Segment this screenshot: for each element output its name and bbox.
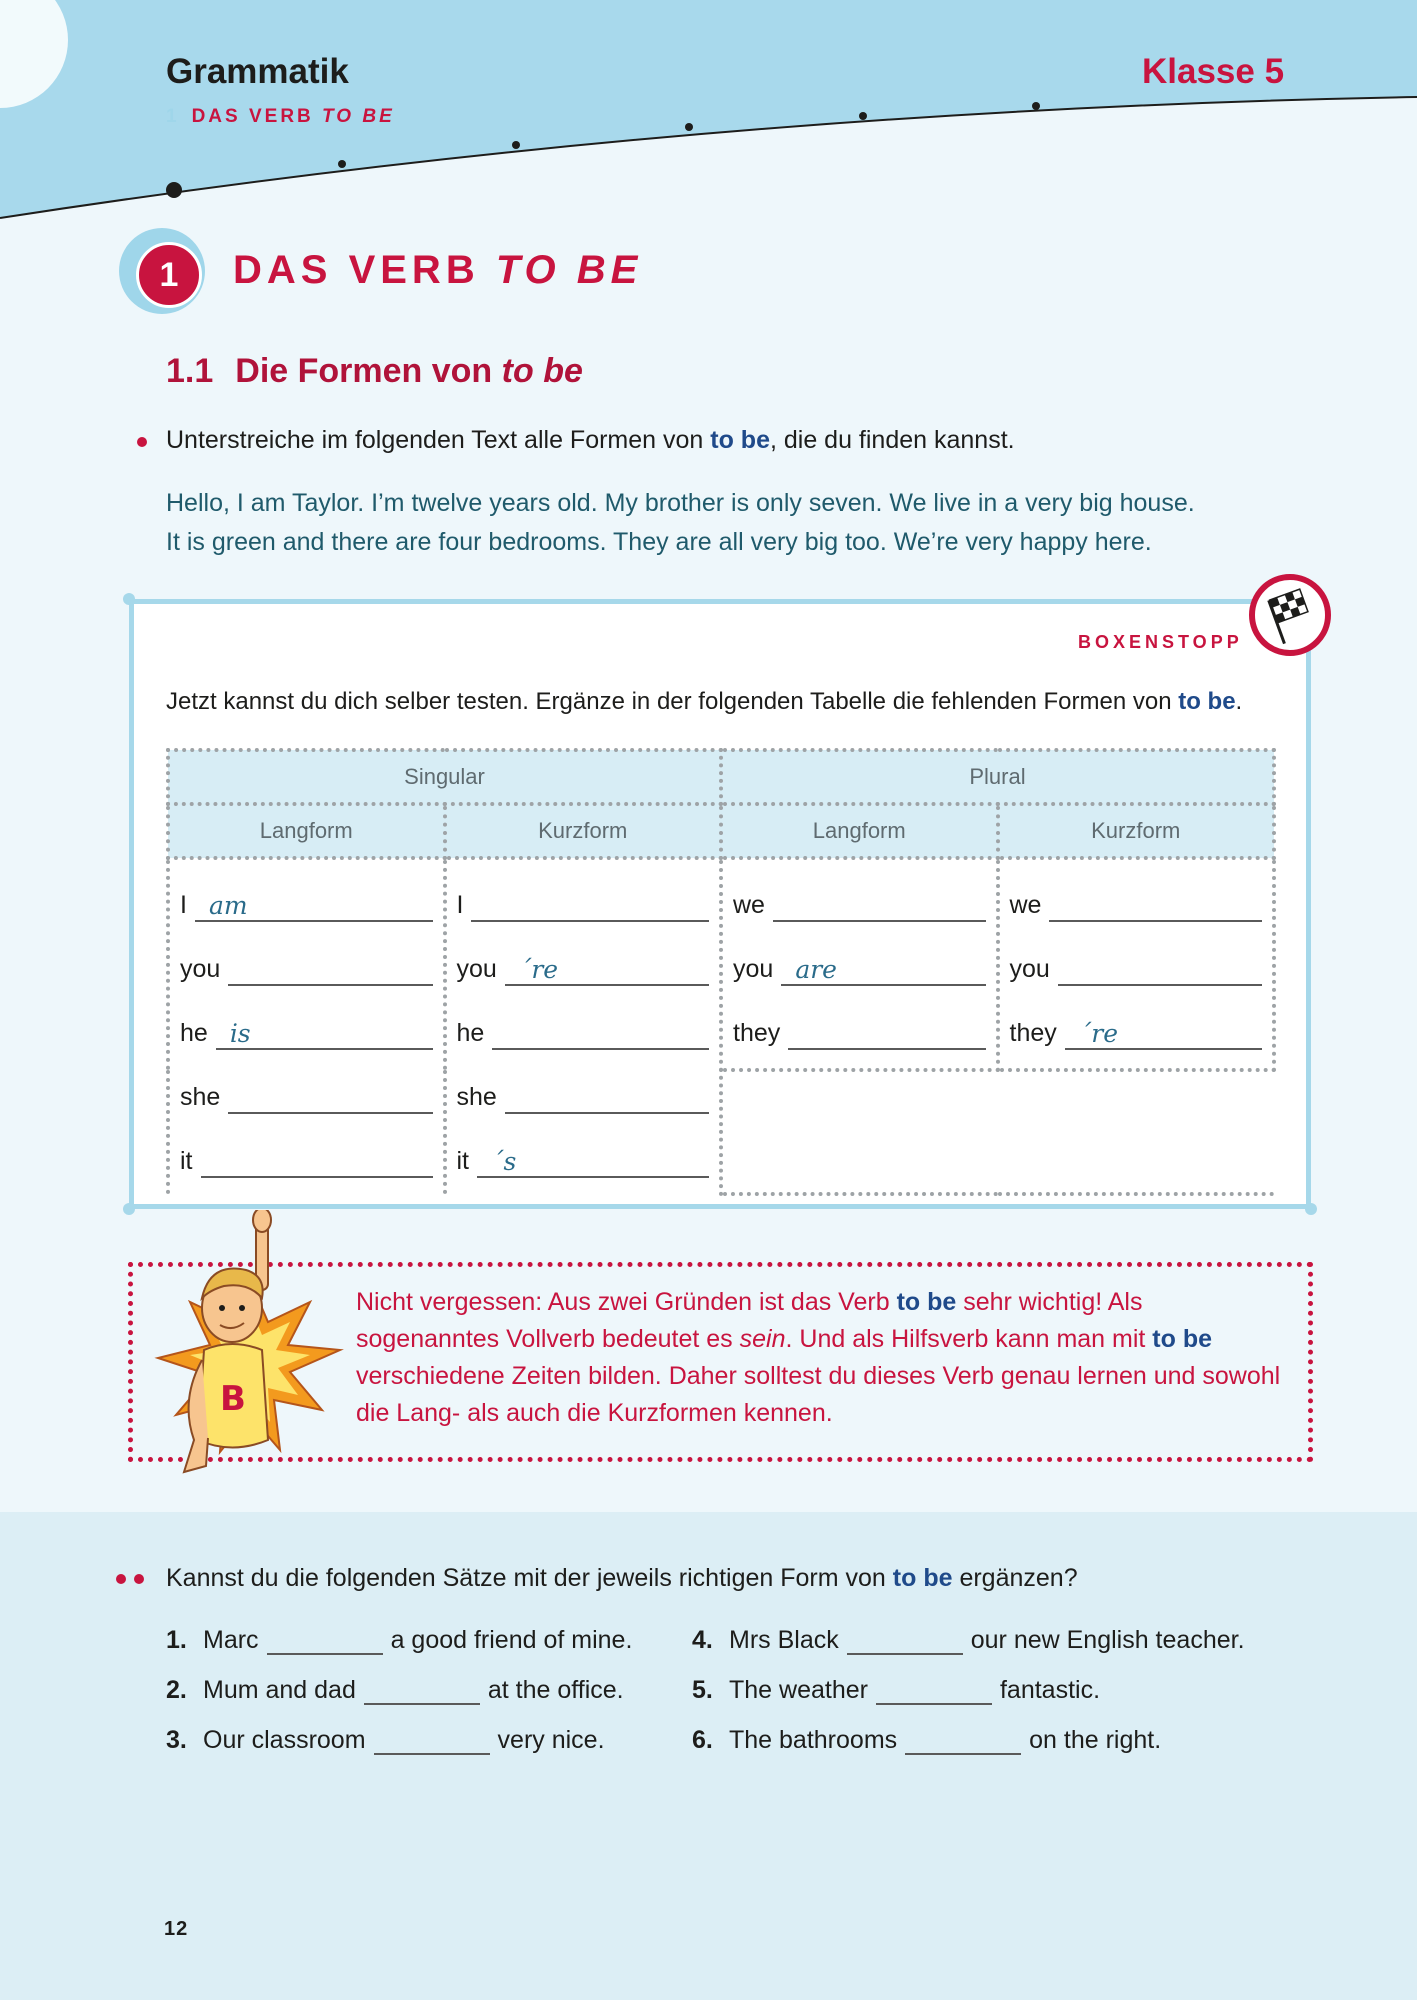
item-subject: Mrs Black <box>729 1626 839 1654</box>
answer-blank[interactable] <box>1065 1012 1262 1050</box>
header-plural: Plural <box>721 750 1274 804</box>
pronoun: you <box>733 955 774 983</box>
answer-blank[interactable] <box>201 1140 433 1178</box>
box-corner-dot <box>1305 1203 1317 1215</box>
chapter-number-badge: 1 <box>136 242 202 308</box>
box-corner-dot <box>123 1203 135 1215</box>
bullet-icon <box>116 1574 126 1584</box>
handwritten-answer: are <box>795 955 837 984</box>
task2-instruction: Kannst du die folgenden Sätze mit der jeweils richtigen Form von to be ergänzen? <box>166 1564 1078 1592</box>
table-row <box>180 1052 433 1116</box>
answer-blank[interactable] <box>847 1627 963 1655</box>
header-plural-long: Langform <box>721 804 998 858</box>
task1-instruction: Unterstreiche im folgenden Text alle Formen von to be, die du finden kannst. <box>166 426 1015 454</box>
answer-blank[interactable] <box>374 1727 490 1755</box>
item-number: 5. <box>692 1676 713 1704</box>
answer-blank[interactable] <box>1058 948 1262 986</box>
grade-label: Klasse 5 <box>1142 52 1285 91</box>
header-singular-short: Kurzform <box>445 804 722 858</box>
running-chapter-title: 1 DAS VERB TO BE <box>166 106 395 127</box>
pronoun: we <box>733 891 765 919</box>
handwritten-answer: ´s <box>491 1147 517 1176</box>
pronoun: it <box>180 1147 193 1175</box>
subject-title: Grammatik <box>166 52 349 91</box>
boxenstopp-instruction: Jetzt kannst du dich selber testen. Ergänze in der folgenden Tabelle die fehlenden Formen von to be. <box>166 688 1243 715</box>
pronoun: I <box>180 891 187 919</box>
exercise-item <box>166 1676 624 1705</box>
pronoun: it <box>456 1147 469 1175</box>
item-subject: Mum and dad <box>203 1676 356 1704</box>
singular-long-column <box>168 858 445 1194</box>
boxenstopp-label: BOXENSTOPP <box>1078 632 1243 652</box>
table-row <box>457 924 710 988</box>
item-subject: The weather <box>729 1676 868 1704</box>
item-rest: our new English teacher. <box>970 1626 1245 1654</box>
section-title: 1.1 Die Formen von to be <box>166 352 583 390</box>
answer-blank[interactable] <box>492 1012 709 1050</box>
pronoun: they <box>733 1019 781 1047</box>
table-row <box>180 924 433 988</box>
chapter-title: DAS VERB TO BE <box>233 248 643 292</box>
item-subject: Our classroom <box>203 1726 366 1754</box>
exercise-item <box>166 1726 605 1755</box>
plural-long-column <box>721 858 998 1070</box>
answer-blank[interactable] <box>876 1677 992 1705</box>
item-subject: The bathrooms <box>729 1726 898 1754</box>
pronoun: we <box>1009 891 1042 919</box>
mascot-illustration <box>150 1210 350 1485</box>
handwritten-answer: ´re <box>518 955 559 984</box>
pronoun: he <box>180 1019 208 1047</box>
table-row <box>1010 924 1263 988</box>
table-row <box>180 1116 433 1180</box>
item-rest: very nice. <box>497 1726 605 1754</box>
item-rest: fantastic. <box>999 1676 1101 1704</box>
item-rest: at the office. <box>487 1676 624 1704</box>
box-corner-dot <box>123 593 135 605</box>
header-singular-long: Langform <box>168 804 445 858</box>
answer-blank[interactable] <box>905 1727 1021 1755</box>
plural-short-column <box>998 858 1275 1070</box>
pronoun: they <box>1009 1019 1057 1047</box>
answer-blank[interactable] <box>505 948 709 986</box>
table-row <box>457 1052 710 1116</box>
conjugation-table <box>166 748 1276 1196</box>
page-number: 12 <box>164 1918 189 1940</box>
table-row <box>1010 860 1263 924</box>
table-row <box>1010 988 1263 1052</box>
exercise-item <box>692 1626 1245 1655</box>
exercise-item <box>166 1626 632 1655</box>
table-row <box>733 924 986 988</box>
table-row <box>180 988 433 1052</box>
singular-short-column <box>445 858 722 1194</box>
answer-blank[interactable] <box>477 1140 709 1178</box>
item-number: 4. <box>692 1626 713 1654</box>
item-number: 2. <box>166 1676 187 1704</box>
answer-blank[interactable] <box>216 1012 433 1050</box>
exercise-item <box>692 1726 1161 1755</box>
pronoun: you <box>456 955 497 983</box>
table-row <box>457 1116 710 1180</box>
handwritten-answer: am <box>208 891 248 920</box>
pronoun: she <box>180 1083 221 1111</box>
answer-blank[interactable] <box>773 884 986 922</box>
answer-blank[interactable] <box>267 1627 383 1655</box>
answer-blank[interactable] <box>1049 884 1262 922</box>
item-number: 1. <box>166 1626 187 1654</box>
checkered-flag-icon <box>1249 574 1331 656</box>
bullet-icon <box>137 437 147 447</box>
answer-blank[interactable] <box>471 884 709 922</box>
table-row <box>733 988 986 1052</box>
answer-blank[interactable] <box>505 1076 709 1114</box>
table-row <box>733 860 986 924</box>
table-row <box>180 860 433 924</box>
mascot-shirt-letter: B <box>220 1379 246 1419</box>
answer-blank[interactable] <box>364 1677 480 1705</box>
item-rest: a good friend of mine. <box>390 1626 633 1654</box>
answer-blank[interactable] <box>228 1076 432 1114</box>
table-row <box>457 988 710 1052</box>
item-subject: Marc <box>203 1626 259 1654</box>
pronoun: you <box>180 955 221 983</box>
header-plural-short: Kurzform <box>998 804 1275 858</box>
reminder-note-text: Nicht vergessen: Aus zwei Gründen ist das Verb to be sehr wichtig! Als sogenanntes Vollverb bedeutet es sein. Und als Hilfsverb kann man mit to be verschiedene Zeiten bilden. Daher solltest du dieses Verb genau lernen und sowohl die Lang- als auch die Kurzformen kennen. <box>356 1288 1281 1427</box>
table-row <box>457 860 710 924</box>
pronoun: I <box>456 891 464 919</box>
handwritten-answer: ´re <box>1078 1019 1119 1048</box>
header-singular: Singular <box>168 750 721 804</box>
answer-blank[interactable] <box>228 948 432 986</box>
answer-blank[interactable] <box>788 1012 985 1050</box>
item-number: 6. <box>692 1726 713 1754</box>
answer-blank[interactable] <box>781 948 985 986</box>
bullet-icon <box>134 1574 144 1584</box>
handwritten-answer: is <box>229 1019 251 1048</box>
pronoun: you <box>1009 955 1050 983</box>
table-empty-area <box>721 1070 1274 1194</box>
item-rest: on the right. <box>1029 1726 1162 1754</box>
reading-text: Hello, I am Taylor. I’m twelve years old. My brother is only seven. We live in a very big house. It is green and there are four bedrooms. They are all very big too. We’re very happy here. <box>166 489 1195 556</box>
item-number: 3. <box>166 1726 187 1754</box>
pronoun: she <box>456 1083 497 1111</box>
exercise-item <box>692 1676 1100 1705</box>
pronoun: he <box>456 1019 485 1047</box>
answer-blank[interactable] <box>195 884 433 922</box>
